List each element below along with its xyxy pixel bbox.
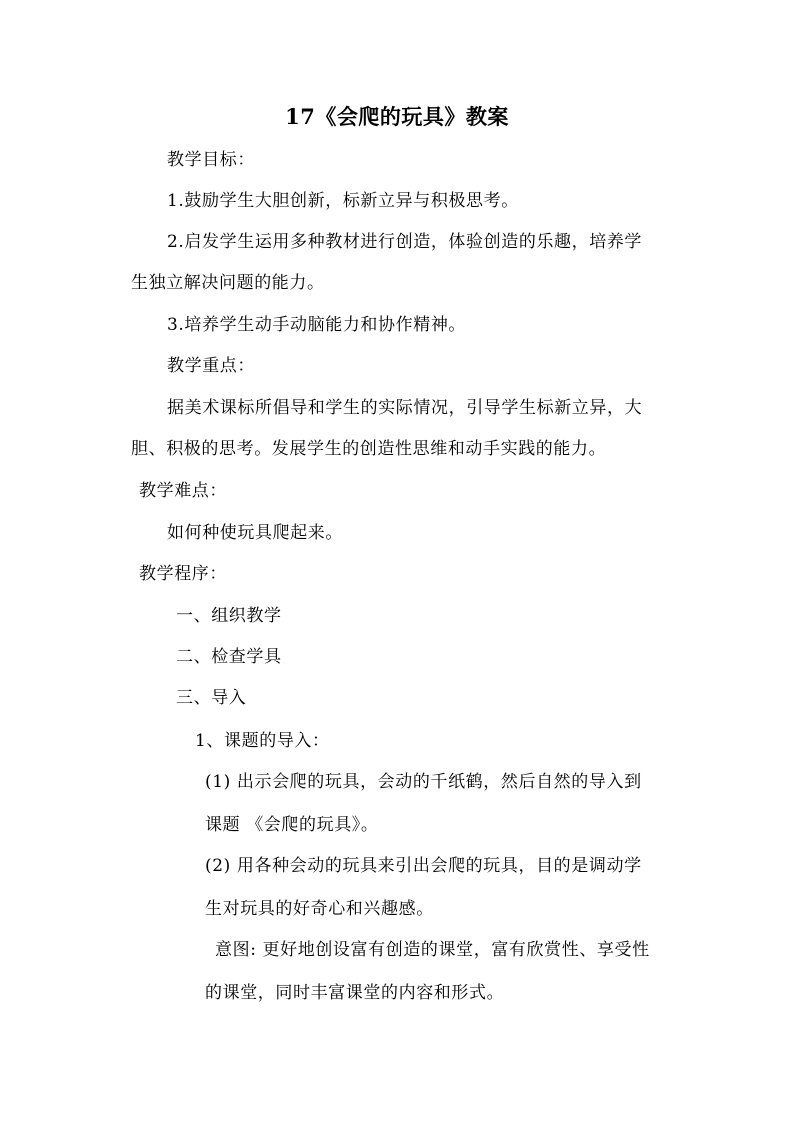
objective-2-line-2: 生独立解决问题的能力。 [131, 273, 325, 293]
document-title: 17《会爬的玩具》教案 [285, 104, 509, 129]
objective-3: 3.培养学生动手动脑能力和协作精神。 [167, 315, 467, 335]
difficulties-text: 如何种使玩具爬起来。 [167, 523, 343, 543]
objective-1: 1.鼓励学生大胆创新，标新立异与积极思考。 [167, 191, 519, 211]
section-heading-procedure: 教学程序： [139, 564, 227, 584]
section-heading-objectives: 教学目标： [167, 150, 255, 170]
key-points-line-1: 据美术课标所倡导和学生的实际情况，引导学生标新立异，大 [167, 398, 643, 418]
procedure-step-2: 二、检查学具 [176, 647, 282, 667]
intro-item-2-line-2: 生对玩具的好奇心和兴趣感。 [205, 899, 434, 919]
intro-item-1-line-2: 课题 《会爬的玩具》。 [205, 815, 379, 835]
intro-subheading: 1、课题的导入： [195, 731, 330, 751]
key-points-line-2: 胆、积极的思考。发展学生的创造性思维和动手实践的能力。 [131, 439, 607, 459]
section-heading-difficulties: 教学难点： [139, 481, 227, 501]
intent-line-1: 意图: 更好地创设富有创造的课堂，富有欣赏性、享受性 [215, 940, 650, 960]
intro-item-1-line-1: (1) 出示会爬的玩具，会动的千纸鹤，然后自然的导入到 [205, 772, 642, 792]
procedure-step-1: 一、组织教学 [176, 606, 282, 626]
procedure-step-3: 三、导入 [176, 688, 247, 708]
section-heading-key-points: 教学重点： [167, 356, 255, 376]
intro-item-2-line-1: (2) 用各种会动的玩具来引出会爬的玩具，目的是调动学 [205, 856, 642, 876]
intent-line-2: 的课堂，同时丰富课堂的内容和形式。 [205, 983, 505, 1003]
objective-2-line-1: 2.启发学生运用多种教材进行创造，体验创造的乐趣，培养学 [167, 232, 643, 252]
